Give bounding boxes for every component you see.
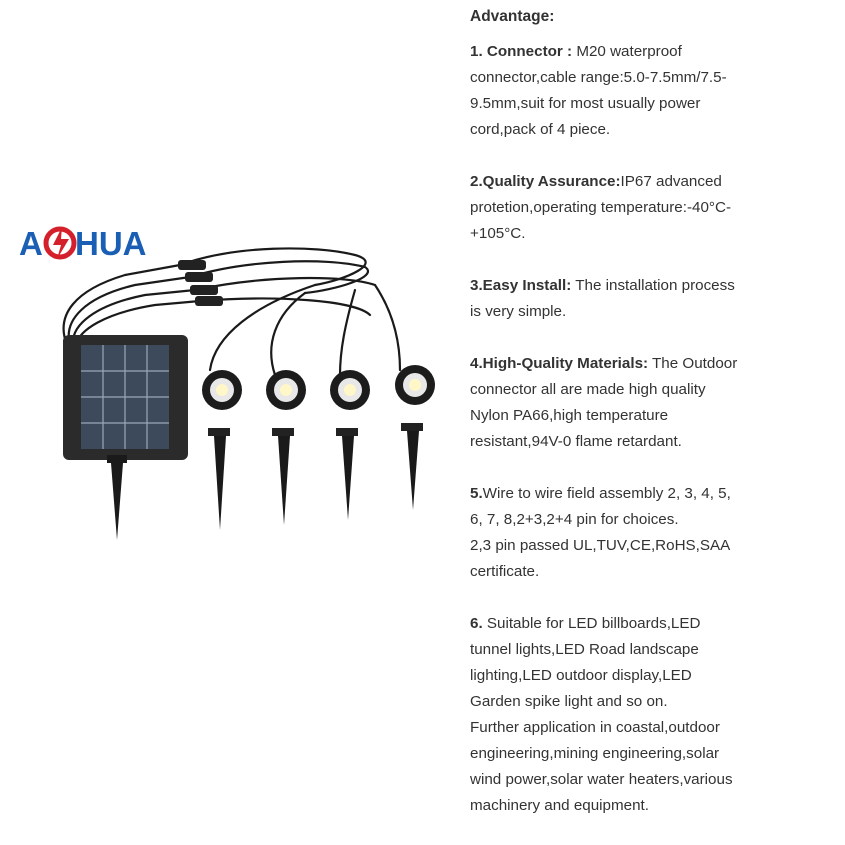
item-line: 9.5mm,suit for most usually power — [470, 95, 701, 112]
item-title: 6. — [470, 615, 483, 632]
item-line: connector all are made high quality — [470, 381, 706, 398]
item-line: is very simple. — [470, 303, 567, 320]
advantage-heading: Advantage: — [470, 8, 555, 25]
item-title: 2.Quality Assurance: — [470, 173, 621, 190]
advantage-item-connector — [470, 39, 840, 143]
item-line: The installation process — [571, 277, 735, 294]
item-line: wind power,solar water heaters,various — [470, 771, 733, 788]
item-line: cord,pack of 4 piece. — [470, 121, 611, 138]
advantage-item-install — [470, 273, 840, 325]
item-line: machinery and equipment. — [470, 797, 649, 814]
item-line: tunnel lights,LED Road landscape — [470, 641, 699, 658]
item-line: resistant,94V-0 flame retardant. — [470, 433, 682, 450]
item-line: certificate. — [470, 563, 540, 580]
item-title: 3.Easy Install: — [470, 277, 572, 294]
item-line: Garden spike light and so on. — [470, 693, 668, 710]
item-line: +105°C. — [470, 225, 526, 242]
item-line: connector,cable range:5.0-7.5mm/7.5- — [470, 69, 727, 86]
item-line: Wire to wire field assembly 2, 3, 4, 5, — [482, 485, 731, 502]
item-line: The Outdoor — [648, 355, 738, 372]
advantage-section — [470, 4, 840, 845]
advantage-item-materials — [470, 351, 840, 455]
item-line: 2,3 pin passed UL,TUV,CE,RoHS,SAA — [470, 537, 731, 554]
svg-text:HUA: HUA — [75, 225, 147, 262]
item-line: 6, 7, 8,2+3,2+4 pin for choices. — [470, 511, 679, 528]
advantage-item-assembly — [470, 481, 840, 585]
item-line: M20 waterproof — [572, 43, 682, 60]
item-line: engineering,mining engineering,solar — [470, 745, 720, 762]
aohua-logo — [19, 225, 147, 262]
item-line: Suitable for LED billboards,LED — [482, 615, 701, 632]
item-title: 1. Connector : — [470, 43, 573, 60]
product-photo — [15, 205, 452, 555]
item-line: protetion,operating temperature:-40°C- — [470, 199, 732, 216]
advantage-item-applications — [470, 611, 840, 819]
item-line: IP67 advanced — [620, 173, 722, 190]
advantage-item-quality — [470, 169, 840, 247]
item-line: Nylon PA66,high temperature — [470, 407, 669, 424]
item-title: 4.High-Quality Materials: — [470, 355, 649, 372]
item-line: lighting,LED outdoor display,LED — [470, 667, 692, 684]
item-title: 5. — [470, 485, 483, 502]
item-line: Further application in coastal,outdoor — [470, 719, 720, 736]
svg-text:A: A — [19, 225, 43, 262]
